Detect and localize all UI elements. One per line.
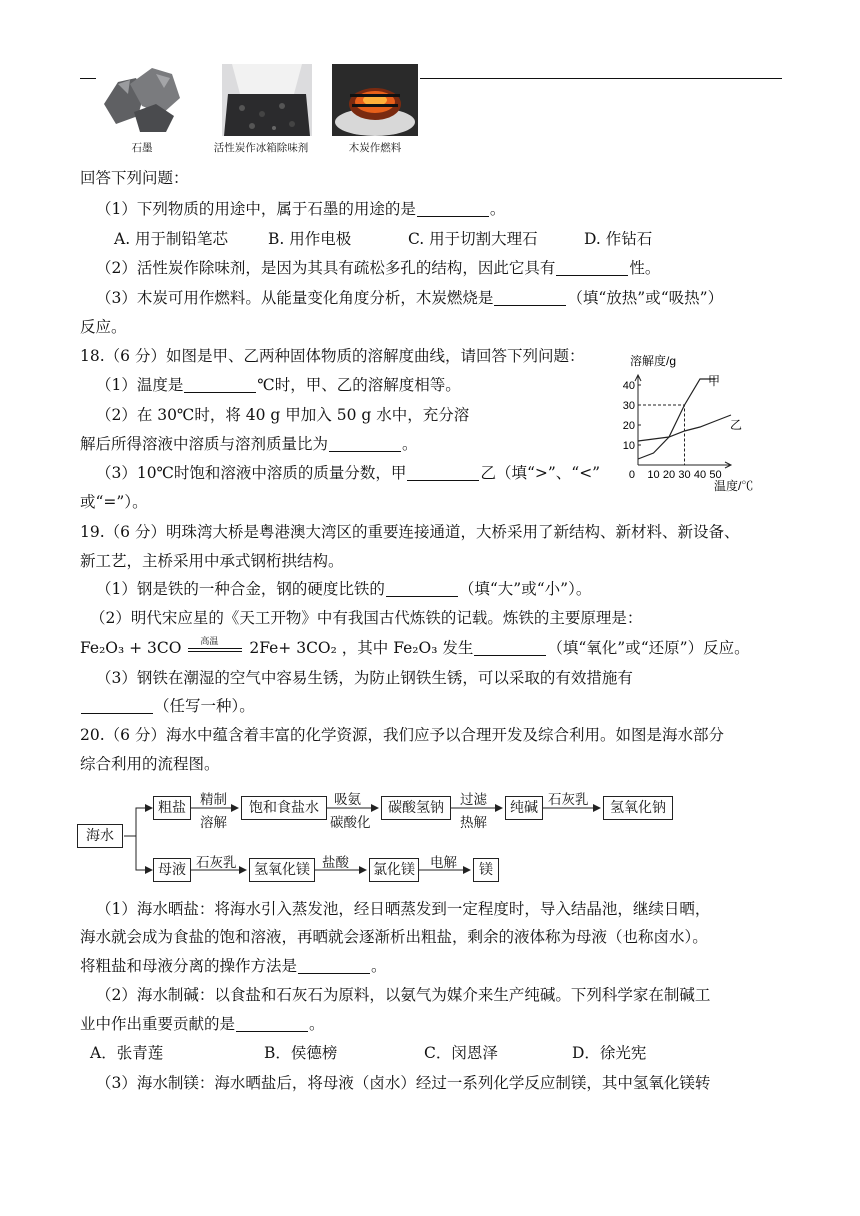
- y-tick-label: 30: [622, 400, 635, 412]
- q18-part2-end: 。: [402, 435, 418, 453]
- q18-part3: [96, 462, 600, 484]
- q20-part2: （2）海水制碱：以食盐和石灰石为原料，以氨气为媒介来生产纯碱。下列科学家在制碱工: [96, 986, 711, 1004]
- answer-blank[interactable]: [494, 289, 566, 306]
- flow-box-magnesium: 镁: [473, 858, 499, 882]
- q17-part3: [96, 287, 723, 309]
- q18-part1-text: （1）温度是: [96, 376, 184, 394]
- flow-label-filter: 过滤: [460, 792, 487, 808]
- flow-label-electrolysis: 电解: [430, 855, 457, 871]
- q17-part2: [96, 257, 660, 279]
- flow-box-seawater: 海水: [77, 824, 123, 848]
- q17-option-a: A. 用于制铅笔芯: [114, 230, 229, 248]
- flow-box-sodium-bicarbonate: 碳酸氢钠: [381, 796, 451, 820]
- flow-label-dissolve: 溶解: [200, 815, 227, 831]
- answer-blank[interactable]: [407, 464, 479, 481]
- q20-option-a: A．张青莲: [90, 1044, 164, 1062]
- q19-part1: [96, 578, 591, 600]
- equation-hint: （填“氧化”或“还原”）反应。: [547, 639, 750, 657]
- flow-label-pyrolysis: 热解: [460, 815, 487, 831]
- top-rule-right: [420, 78, 782, 79]
- x-tick-label: 0: [628, 469, 635, 481]
- q20-part2-end: 。: [309, 1015, 325, 1033]
- q17-part3-cont: 反应。: [80, 318, 127, 336]
- q19-part2: （2）明代宋应星的《天工开物》中有我国古代炼铁的记载。炼铁的主要原理是：: [90, 609, 643, 627]
- q19-heading-cont: 新工艺，主桥采用中承式钢桁拱结构。: [80, 552, 344, 570]
- graphite-photo: [100, 64, 184, 134]
- q20-heading-cont: 综合利用的流程图。: [80, 755, 220, 773]
- answer-blank[interactable]: [184, 376, 256, 393]
- series-label-2: 乙: [730, 418, 743, 432]
- q17-part3-text: （3）木炭可用作燃料。从能量变化角度分析，木炭燃烧是: [96, 289, 494, 307]
- answer-blank[interactable]: [329, 435, 401, 452]
- q20-part1-text: 将粗盐和母液分离的操作方法是: [80, 957, 298, 975]
- q18-part3-text: （3）10℃时饱和溶液中溶质的质量分数，甲: [96, 464, 407, 482]
- y-tick-label: 20: [622, 420, 635, 432]
- q17-option-c: C. 用于切割大理石: [408, 230, 538, 248]
- q20-part3: （3）海水制镁：海水晒盐后，将母液（卤水）经过一系列化学反应制镁，其中氢氧化镁转: [96, 1074, 711, 1092]
- q17-part2-text: （2）活性炭作除味剂，是因为其具有疏松多孔的结构，因此它具有: [96, 259, 556, 277]
- answer-blank[interactable]: [236, 1015, 308, 1032]
- q20-option-c: C．闵恩泽: [424, 1044, 498, 1062]
- flow-label-lime-milk-bottom: 石灰乳: [196, 855, 237, 871]
- image-caption-1: 石墨: [131, 142, 153, 154]
- q20-part1-cont: 海水就会成为食盐的饱和溶液，再晒就会逐渐析出粗盐，剩余的液体称为母液（也称卤水）。: [80, 928, 708, 946]
- flow-label-refine: 精制: [200, 792, 227, 808]
- q19-part3-cont: [80, 695, 255, 717]
- x-tick-label: 20: [662, 469, 676, 481]
- x-tick-label: 30: [678, 469, 691, 481]
- q20-option-d: D．徐光宪: [572, 1044, 647, 1062]
- solubility-chart: [618, 345, 768, 495]
- q20-option-b: B．侯德榜: [264, 1044, 338, 1062]
- x-tick-label: 40: [693, 469, 707, 481]
- answer-blank[interactable]: [474, 639, 546, 656]
- q17-part2-end: 性。: [629, 259, 661, 277]
- flow-box-saturated-brine: 饱和食盐水: [241, 796, 327, 820]
- answer-blank[interactable]: [81, 697, 153, 714]
- equation-tail: ，其中 Fe₂O₃ 发生: [341, 639, 474, 657]
- q18-heading: 18.（6 分）如图是甲、乙两种固体物质的溶解度曲线，请回答下列问题：: [80, 347, 585, 365]
- q19-part3-hint: （任写一种）。: [154, 697, 255, 715]
- x-axis-label: 温度/℃: [714, 479, 754, 493]
- equals-line-top: [188, 648, 242, 649]
- y-axis-label: 溶解度/g: [630, 354, 677, 368]
- flow-box-soda-ash: 纯碱: [505, 796, 543, 820]
- answer-blank[interactable]: [556, 259, 628, 276]
- equals-line-bottom: [188, 651, 242, 652]
- flow-label-ammoniate: 吸氨: [334, 792, 361, 808]
- q20-part2-text: 业中作出重要贡献的是: [80, 1015, 236, 1033]
- flow-box-magnesium-hydroxide: 氢氧化镁: [249, 858, 315, 882]
- q19-part1-text: （1）钢是铁的一种合金，钢的硬度比铁的: [96, 580, 385, 598]
- image-caption-2: 活性炭作冰箱除味剂: [213, 142, 309, 154]
- flow-box-mother-liquor: 母液: [153, 858, 191, 882]
- answer-blank[interactable]: [386, 580, 458, 597]
- q18-part3-cont: 或“=”）。: [80, 493, 148, 511]
- q19-heading: 19.（6 分）明珠湾大桥是粤港澳大湾区的重要连接通道，大桥采用了新结构、新材料、新设备、: [80, 523, 740, 541]
- q17-part1-end: 。: [489, 200, 506, 218]
- q18-part2-cont: [80, 433, 418, 455]
- equation-arrow: [188, 637, 242, 656]
- image-caption-3: 木炭作燃料: [348, 142, 402, 154]
- q17-option-b: B. 用作电极: [268, 230, 352, 248]
- q19-part3: （3）钢铁在潮湿的空气中容易生锈，为防止钢铁生锈，可以采取的有效措施有: [96, 669, 633, 687]
- flow-label-hydrochloric-acid: 盐酸: [322, 855, 349, 871]
- y-tick-label: 10: [622, 440, 635, 452]
- q17-part1-text: （1）下列物质的用途中，属于石墨的用途的是: [96, 200, 416, 218]
- q19-equation: [80, 637, 750, 659]
- flow-box-crude-salt: 粗盐: [153, 796, 191, 820]
- q18-part3-hint: 乙（填“>”、“<”: [480, 464, 601, 482]
- flow-label-lime-milk-top: 石灰乳: [548, 792, 589, 808]
- q20-part2-cont: [80, 1013, 325, 1035]
- q18-part2-text: 解后所得溶液中溶质与溶剂质量比为: [80, 435, 329, 453]
- series-label-1: 甲: [708, 374, 721, 388]
- flow-box-sodium-hydroxide: 氢氧化钠: [603, 796, 673, 820]
- q20-part1-end: 。: [371, 957, 387, 975]
- q17-part3-hint: （填“放热”或“吸热”）: [567, 289, 724, 307]
- q17-intro: 回答下列问题：: [80, 169, 189, 187]
- q17-part1: [96, 198, 505, 220]
- equation-condition: 高温: [200, 637, 219, 647]
- q20-part1: （1）海水晒盐：将海水引入蒸发池，经日晒蒸发到一定程度时，导入结晶池，继续日晒，: [96, 900, 711, 918]
- q18-part1: [96, 374, 461, 396]
- equation-right: 2Fe+ 3CO₂: [249, 639, 337, 657]
- answer-blank[interactable]: [417, 200, 489, 217]
- answer-blank[interactable]: [298, 957, 370, 974]
- q20-heading: 20.（6 分）海水中蕴含着丰富的化学资源，我们应予以合理开发及综合利用。如图是海水部分: [80, 726, 724, 744]
- equation-left: Fe₂O₃ + 3CO: [80, 639, 182, 657]
- x-tick-label: 50: [709, 469, 722, 481]
- x-tick-label: 10: [647, 469, 660, 481]
- q18-part1-end: ℃时，甲、乙的溶解度相等。: [257, 376, 461, 394]
- flow-box-magnesium-chloride: 氯化镁: [369, 858, 419, 882]
- q18-part2: （2）在 30℃时，将 40 g 甲加入 50 g 水中，充分溶: [96, 406, 470, 424]
- activated-carbon-photo: [222, 64, 312, 136]
- q19-part1-hint: （填“大”或“小”）。: [458, 580, 592, 598]
- y-tick-label: 40: [622, 380, 635, 392]
- q17-option-d: D. 作钻石: [584, 230, 653, 248]
- q20-part1-cont2: [80, 955, 387, 977]
- series-curve-1: [638, 379, 716, 459]
- charcoal-fire-photo: [332, 64, 418, 136]
- top-rule-left: [80, 78, 96, 79]
- flow-label-carbonate: 碳酸化: [330, 815, 371, 831]
